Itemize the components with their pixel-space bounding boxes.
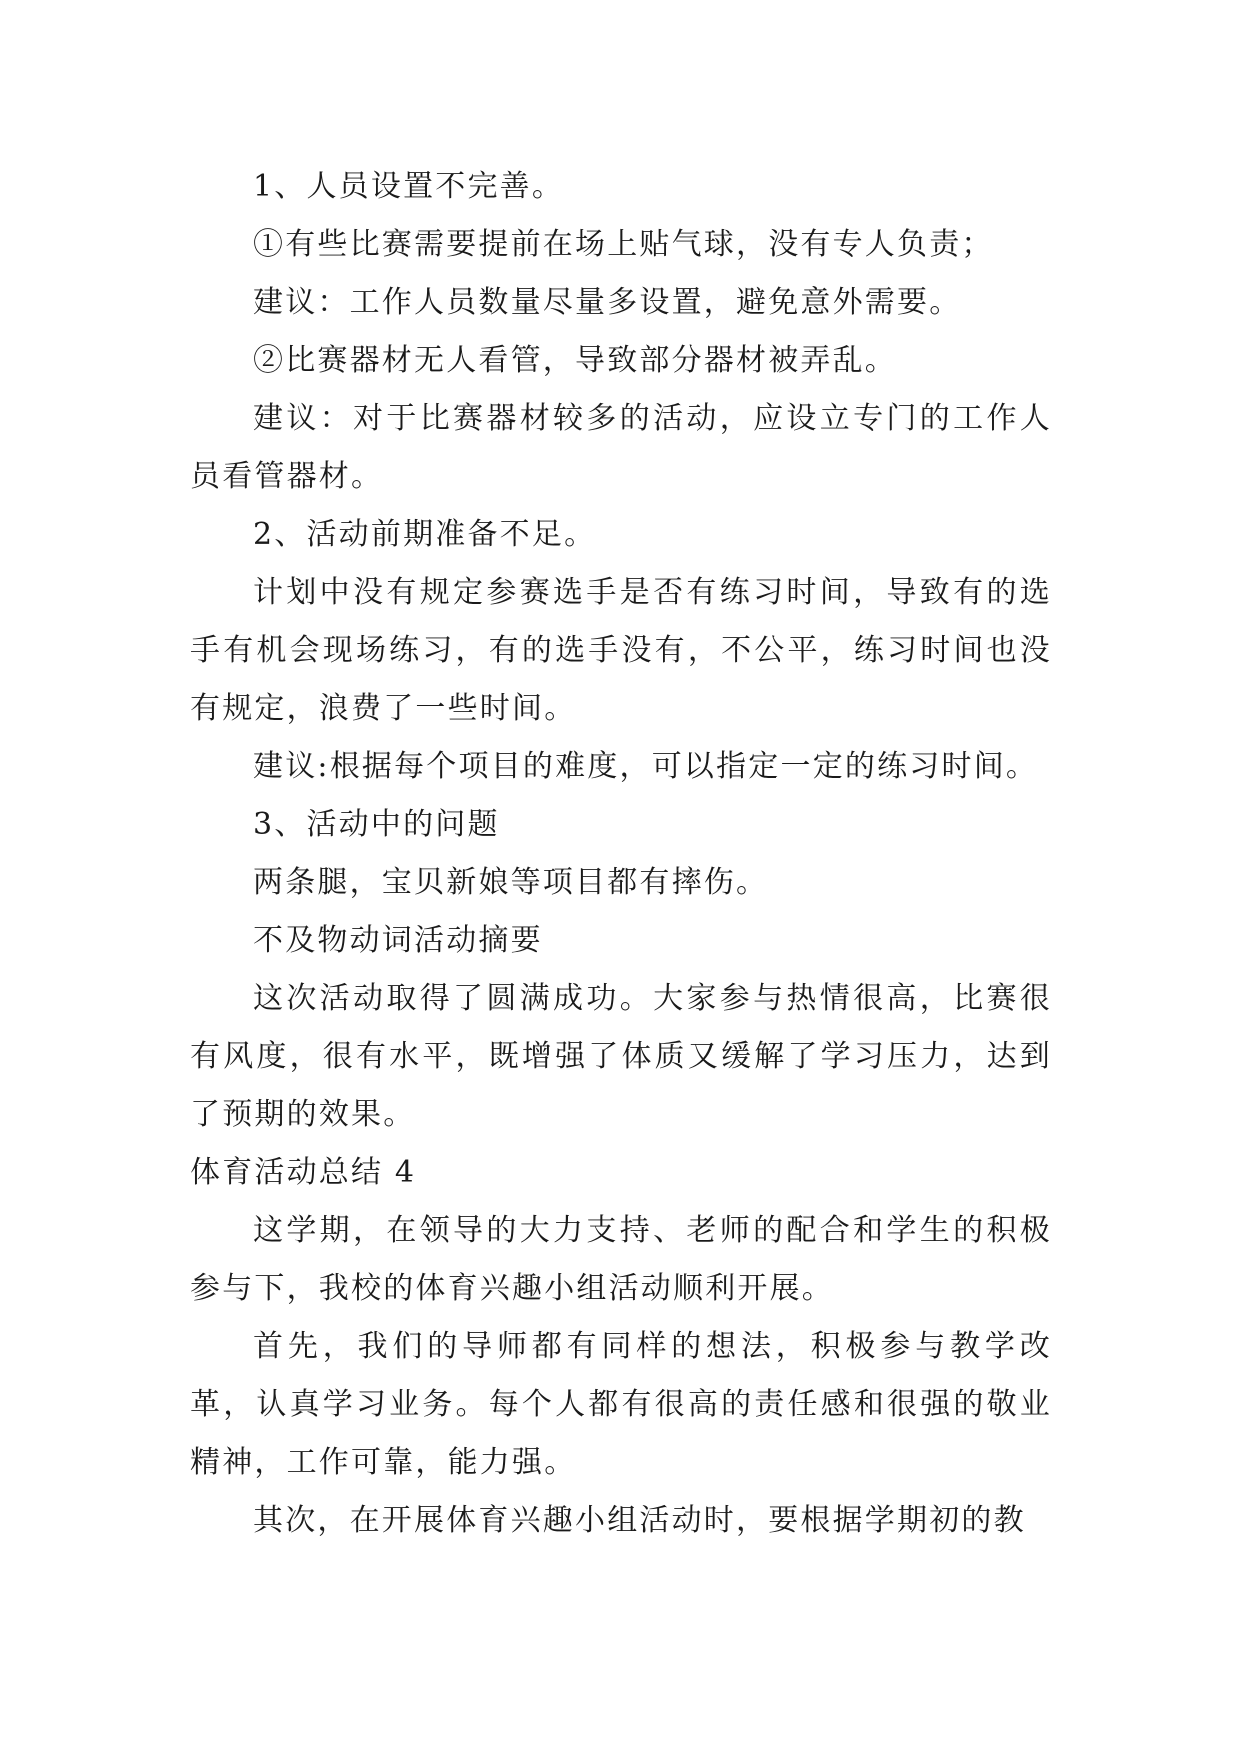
paragraph-15: 其次，在开展体育兴趣小组活动时，要根据学期初的教 — [253, 1503, 1026, 1538]
document-body — [190, 158, 1052, 1550]
paragraph-7: 计划中没有规定参赛选手是否有练习时间，导致有的选手有机会现场练习，有的选手没有，不公平，练习时间也没有规定，浪费了一些时间。 — [190, 575, 1052, 726]
paragraph-13: 这学期，在领导的大力支持、老师的配合和学生的积极参与下，我校的体育兴趣小组活动顺利开展。 — [190, 1213, 1052, 1306]
section-heading: 体育活动总结 4 — [190, 1155, 417, 1190]
paragraph-4: ②比赛器材无人看管，导致部分器材被弄乱。 — [253, 343, 897, 378]
paragraph-10: 两条腿，宝贝新娘等项目都有摔伤。 — [253, 865, 769, 900]
paragraph-6: 2、活动前期准备不足。 — [253, 517, 597, 552]
paragraph-9: 3、活动中的问题 — [253, 807, 500, 842]
paragraph-14: 首先，我们的导师都有同样的想法，积极参与教学改革，认真学习业务。每个人都有很高的责任感和很强的敬业精神，工作可靠，能力强。 — [190, 1329, 1052, 1480]
paragraph-11: 不及物动词活动摘要 — [253, 923, 543, 958]
paragraph-12: 这次活动取得了圆满成功。大家参与热情很高，比赛很有风度，很有水平，既增强了体质又缓解了学习压力，达到了预期的效果。 — [190, 981, 1052, 1132]
paragraph-3: 建议：工作人员数量尽量多设置，避免意外需要。 — [253, 285, 962, 320]
paragraph-8: 建议:根据每个项目的难度，可以指定一定的练习时间。 — [253, 749, 1039, 784]
paragraph-5: 建议：对于比赛器材较多的活动，应设立专门的工作人员看管器材。 — [190, 401, 1052, 494]
paragraph-2: ①有些比赛需要提前在场上贴气球，没有专人负责； — [253, 227, 994, 262]
paragraph-1: 1、人员设置不完善。 — [253, 169, 565, 204]
